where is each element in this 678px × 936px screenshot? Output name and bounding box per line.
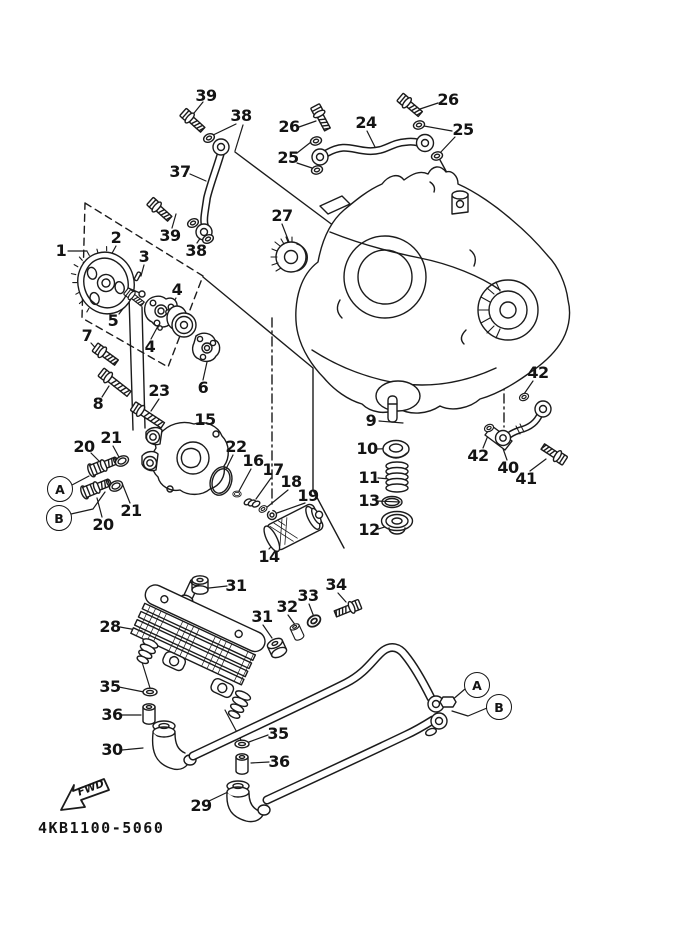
part-callout-39: 39: [159, 226, 181, 245]
part-callout-26: 26: [278, 117, 300, 136]
part-callout-29: 29: [190, 796, 212, 815]
part-callout-16: 16: [242, 451, 264, 470]
part-callout-36: 36: [268, 752, 290, 771]
part-callout-2: 2: [110, 228, 122, 247]
part-callout-24: 24: [355, 113, 377, 132]
part-callout-33: 33: [297, 586, 319, 605]
part-callout-35: 35: [99, 677, 121, 696]
part-callout-26: 26: [437, 90, 459, 109]
part-callout-32: 32: [276, 597, 298, 616]
part-callout-42: 42: [467, 446, 489, 465]
part-callout-7: 7: [81, 326, 93, 345]
part-callout-27: 27: [271, 206, 293, 225]
part-callout-38: 38: [230, 106, 252, 125]
part-callout-4: 4: [144, 337, 156, 356]
part-callout-38: 38: [185, 241, 207, 260]
part-callout-42: 42: [527, 363, 549, 382]
part-callout-28: 28: [99, 617, 121, 636]
ref-marker-A: A: [464, 672, 490, 698]
part-callout-11: 11: [358, 468, 380, 487]
part-callout-41: 41: [515, 469, 537, 488]
part-callout-35: 35: [267, 724, 289, 743]
part-callout-25: 25: [277, 148, 299, 167]
part-callout-5: 5: [107, 311, 119, 330]
part-callout-31: 31: [251, 607, 273, 626]
part-callout-30: 30: [101, 740, 123, 759]
part-callout-19: 19: [297, 486, 319, 505]
part-callout-13: 13: [358, 491, 380, 510]
part-callout-14: 14: [258, 547, 280, 566]
part-callout-18: 18: [280, 472, 302, 491]
part-callout-25: 25: [452, 120, 474, 139]
part-callout-34: 34: [325, 575, 347, 594]
fiche-code: 4KB1100-5060: [38, 819, 165, 837]
fwd-arrow-label: FWD: [75, 777, 106, 799]
part-callout-22: 22: [225, 437, 247, 456]
part-callout-31: 31: [225, 576, 247, 595]
part-callout-23: 23: [148, 381, 170, 400]
part-callout-9: 9: [365, 411, 377, 430]
part-callout-15: 15: [194, 410, 216, 429]
part-callout-4: 4: [171, 280, 183, 299]
part-callout-1: 1: [55, 241, 67, 260]
part-callout-37: 37: [169, 162, 191, 181]
part-callout-21: 21: [120, 501, 142, 520]
part-callout-6: 6: [197, 378, 209, 397]
part-callout-8: 8: [92, 394, 104, 413]
ref-marker-B: B: [486, 694, 512, 720]
part-callout-36: 36: [101, 705, 123, 724]
ref-marker-A: A: [47, 476, 73, 502]
part-callout-12: 12: [358, 520, 380, 539]
part-callout-39: 39: [195, 86, 217, 105]
part-callout-20: 20: [92, 515, 114, 534]
part-callout-10: 10: [356, 439, 378, 458]
part-callout-21: 21: [100, 428, 122, 447]
part-callout-20: 20: [73, 437, 95, 456]
ref-marker-B: B: [46, 505, 72, 531]
part-callout-3: 3: [138, 247, 150, 266]
part-callout-17: 17: [262, 460, 284, 479]
part-callout-40: 40: [497, 458, 519, 477]
